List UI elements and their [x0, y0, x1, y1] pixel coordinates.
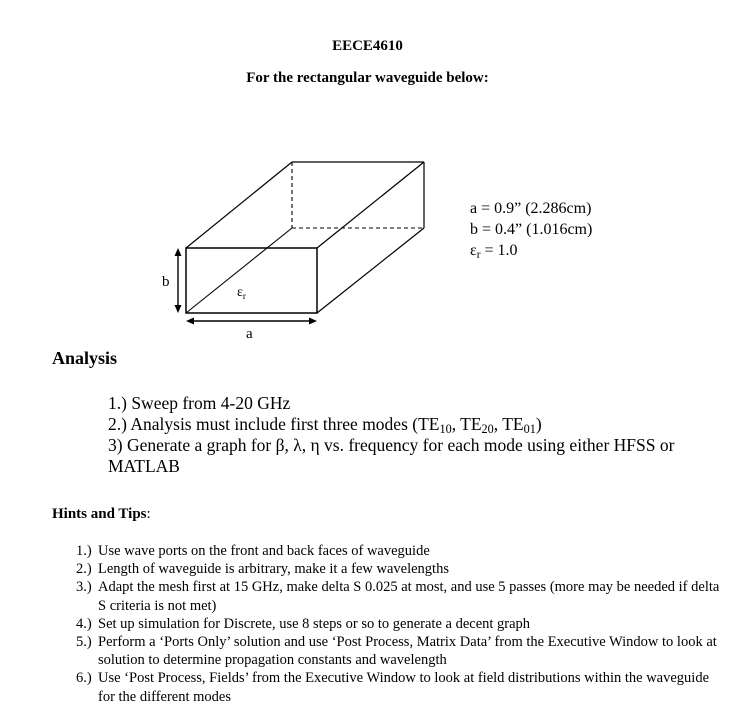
hint-item — [76, 560, 726, 578]
b-arrow-bottom — [175, 305, 182, 313]
label-epsilon: $\varepsilon_r$ — [237, 285, 246, 301]
hints-heading-text: Hints and Tips — [52, 506, 147, 522]
hint-text: Perform a ‘Ports Only’ solution and use ‘Post Process, Matrix Data’ from the Executive Window to look at solution to determine propagation constants and wavelength — [98, 634, 717, 669]
hint-text: Set up simulation for Discrete, use 8 steps or so to generate a decent graph — [98, 615, 531, 632]
top-right-edge — [317, 162, 424, 248]
hint-item — [76, 578, 726, 614]
param-a: a = 0.9” (2.286cm) — [470, 200, 592, 217]
hint-number: 2.) — [76, 561, 92, 578]
label-a: a — [246, 326, 253, 342]
hints-heading — [52, 506, 151, 523]
hint-item — [76, 633, 726, 669]
hint-number: 4.) — [76, 615, 92, 632]
hint-number: 5.) — [76, 634, 92, 651]
hint-text: Adapt the mesh first at 15 GHz, make delta S 0.025 at most, and use 5 passes (more may be needed if delta S criteria is not met) — [98, 579, 720, 614]
analysis-heading: Analysis — [52, 348, 118, 368]
hint-text: Use wave ports on the front and back faces of waveguide — [98, 543, 430, 559]
hint-text: Length of waveguide is arbitrary, make it a few wavelengths — [98, 561, 449, 578]
hint-item — [76, 669, 726, 705]
bottom-right-edge — [317, 228, 424, 313]
hint-number: 1.) — [76, 543, 92, 559]
top-left-edge — [186, 162, 292, 248]
front-face — [186, 248, 317, 313]
param-epsilon: $\varepsilon_r = 1.0$ — [470, 242, 518, 261]
hint-text: Use ‘Post Process, Fields’ from the Executive Window to look at field distributions within the waveguide for the different modes — [98, 670, 710, 705]
analysis-item-3: 3) Generate a graph for β, λ, η vs. frequency for each mode using either HFSS or MATLAB — [108, 435, 675, 476]
a-arrow-left — [186, 318, 194, 325]
a-arrow-right — [309, 318, 317, 325]
problem-subtitle: For the rectangular waveguide below: — [246, 70, 489, 86]
hint-number: 3.) — [76, 579, 92, 596]
label-b: b — [162, 274, 170, 290]
param-b: b = 0.4” (1.016cm) — [470, 221, 593, 238]
course-title: EECE4610 — [332, 38, 403, 54]
hint-item — [76, 615, 726, 633]
hints-heading-colon: : — [146, 506, 151, 522]
b-arrow-top — [175, 248, 182, 256]
hint-number: 6.) — [76, 670, 92, 687]
analysis-list — [108, 393, 723, 477]
analysis-item-1: 1.) Sweep from 4-20 GHz — [108, 393, 291, 413]
analysis-item-2: 2.) Analysis must include first three modes ($TE_{10}$, $TE_{20}$, $TE_{01}$) — [108, 414, 542, 437]
hints-list — [76, 542, 726, 706]
hidden-diagonal-edge — [186, 228, 292, 313]
dimension-params — [470, 198, 592, 261]
hint-item — [76, 542, 726, 560]
